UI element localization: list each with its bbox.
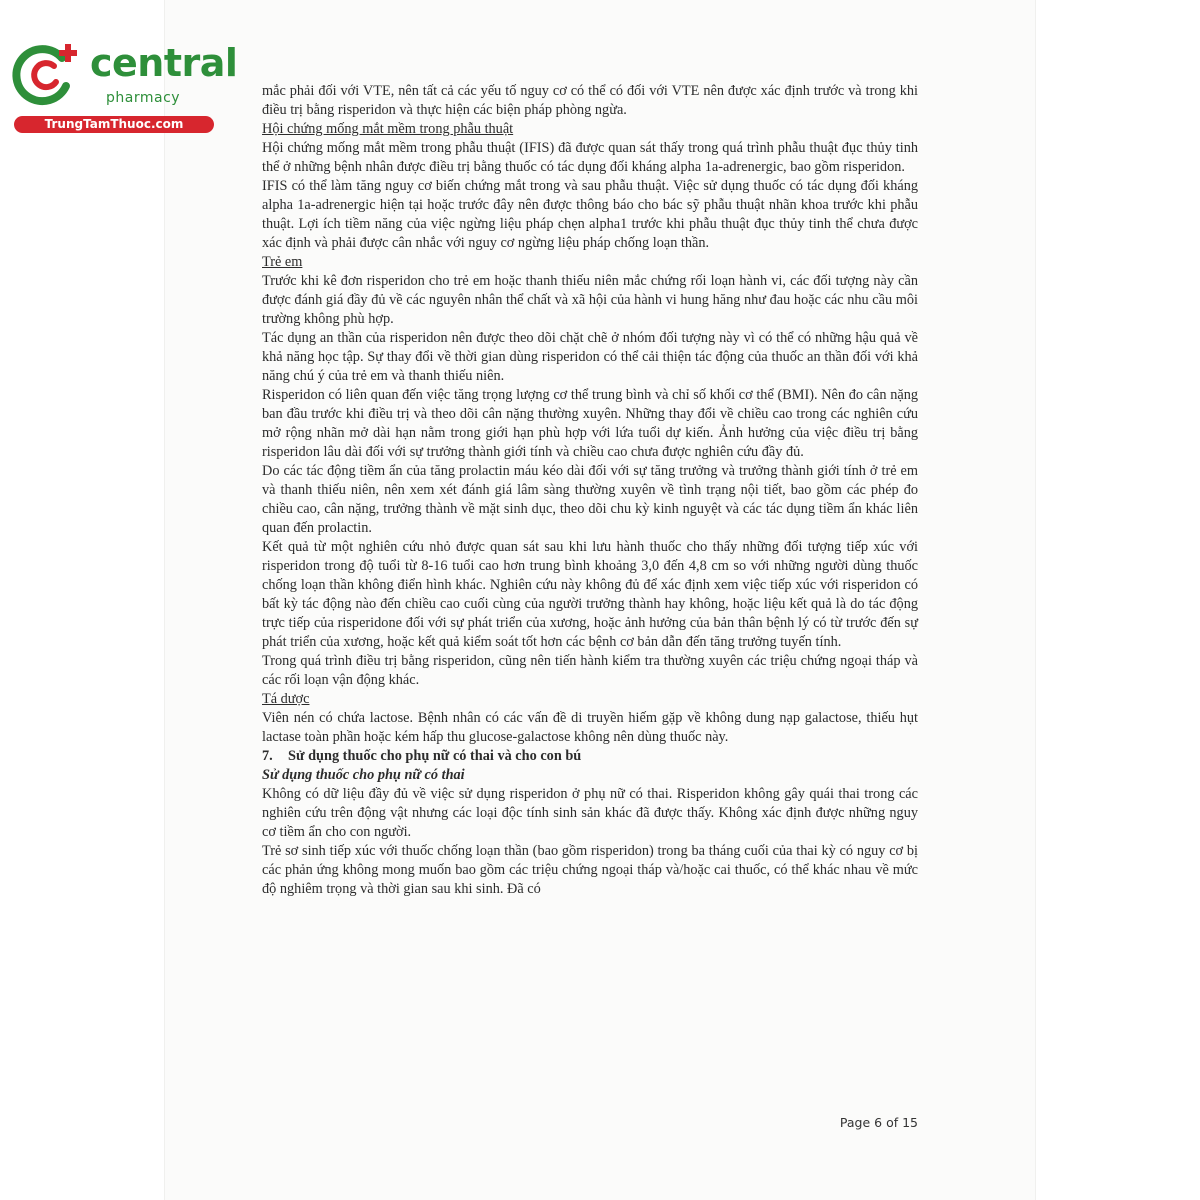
paragraph-ifis-1: Hội chứng mống mắt mềm trong phẫu thuật (IFIS) đã được quan sát thấy trong quá trình phẫu thuật đục thủy tinh thể ở những bệnh nhân được điều trị bằng thuốc có tác dụng đối kháng alpha 1a-adrenergic, bao gồm risperidon.: [262, 140, 918, 175]
heading-children: Trẻ em: [262, 254, 303, 270]
heading-pregnancy: Sử dụng thuốc cho phụ nữ có thai: [262, 767, 465, 783]
paragraph-excipients: Viên nén có chứa lactose. Bệnh nhân có các vấn đề di truyền hiếm gặp về không dung nạp galactose, thiếu hụt lactase toàn phần hoặc kém hấp thu glucose-galactose không nên dùng thuốc này.: [262, 710, 918, 745]
paragraph-children-3: Risperidon có liên quan đến việc tăng trọng lượng cơ thể trung bình và chỉ số khối cơ thể (BMI). Nên đo cân nặng ban đầu trước khi điều trị và theo dõi cân nặng thường xuyên. Những thay đổi về chiều cao trong các nghiên cứu mở rộng nhãn mở dài hạn nằm trong giới hạn phù hợp với lứa tuổi dự kiến. Ảnh hưởng của việc điều trị bằng risperidon lâu dài đối với sự trưởng thành giới tính và chiều cao chưa được nghiên cứu đầy đủ.: [262, 387, 918, 460]
brand-name: central: [90, 41, 238, 85]
paragraph-ifis-2: IFIS có thể làm tăng nguy cơ biến chứng mắt trong và sau phẫu thuật. Việc sử dụng thuốc có tác dụng đối kháng alpha 1a-adrenergic hiện tại hoặc trước đây nên được thông báo cho bác sỹ phẫu thuật nhãn khoa trước khi phẫu thuật. Lợi ích tiềm năng của việc ngừng liệu pháp chẹn alpha1 trước khi phẫu thuật đục thủy tinh thể chưa được xác định và phải được cân nhắc với nguy cơ ngừng liệu pháp chống loạn thần.: [262, 178, 918, 251]
logo-url-bar: [14, 116, 214, 133]
page-number: Page 6 of 15: [839, 1115, 918, 1130]
paragraph-children-6: Trong quá trình điều trị bằng risperidon, cũng nên tiến hành kiểm tra thường xuyên các triệu chứng ngoại tháp và các rối loạn vận động khác.: [262, 653, 918, 688]
paragraph-children-2: Tác dụng an thần của risperidon nên được theo dõi chặt chẽ ở nhóm đối tượng này vì có thể có những hậu quả về khả năng học tập. Sự thay đổi về thời gian dùng risperidon có thể cải thiện tác động của thuốc an thần đối với khả năng chú ý của trẻ em và thanh thiếu niên.: [262, 330, 918, 384]
paragraph-pregnancy-2: Trẻ sơ sinh tiếp xúc với thuốc chống loạn thần (bao gồm risperidon) trong ba tháng cuối của thai kỳ có nguy cơ bị các phản ứng không mong muốn bao gồm các triệu chứng ngoại tháp và/hoặc cai thuốc, có thể khác nhau về mức độ nghiêm trọng và thời gian sau khi sinh. Đã có: [262, 843, 918, 897]
paragraph-children-1: Trước khi kê đơn risperidon cho trẻ em hoặc thanh thiếu niên mắc chứng rối loạn hành vi, các đối tượng này cần được đánh giá đầy đủ về các nguyên nhân thể chất và xã hội của hành vi hung hăng như đau hoặc các nhu cầu môi trường không phù hợp.: [262, 273, 918, 327]
section-7-heading: [262, 747, 918, 766]
paragraph-vte: mắc phải đối với VTE, nên tất cả các yếu tố nguy cơ có thể có đối với VTE nên được xác định trước và trong khi điều trị bằng risperidon và thực hiện các biện pháp phòng ngừa.: [262, 83, 918, 118]
pharmacy-cross-icon: [10, 38, 82, 110]
section-7-number: 7.: [262, 748, 273, 764]
central-pharmacy-logo[interactable]: [10, 38, 238, 138]
paragraph-pregnancy-1: Không có dữ liệu đầy đủ về việc sử dụng risperidon ở phụ nữ có thai. Risperidon không gây quái thai trong các nghiên cứu trên động vật nhưng các loại độc tính sinh sản khác đã được thấy. Không xác định được những nguy cơ tiềm ẩn cho con người.: [262, 786, 918, 840]
paragraph-children-5: Kết quả từ một nghiên cứu nhỏ được quan sát sau khi lưu hành thuốc cho thấy những đối tượng tiếp xúc với risperidon trong độ tuổi từ 8-16 tuổi cao hơn trung bình khoảng 3,0 đến 4,8 cm so với những người dùng thuốc chống loạn thần không điển hình khác. Nghiên cứu này không đủ để xác định xem việc tiếp xúc với risperidon có bất kỳ tác động nào đến chiều cao cuối cùng của người trưởng thành hay không, hoặc liệu kết quả là do tác động trực tiếp của risperidone đối với sự phát triển của xương, hoặc ảnh hưởng của bản thân bệnh lý có từ trước đến sự phát triển của xương, hoặc kết quả kiểm soát tốt hơn các bệnh cơ bản dẫn đến tăng trưởng tuyến tính.: [262, 539, 918, 650]
brand-subtitle: pharmacy: [106, 90, 181, 106]
logo-url: TrungTamThuoc.com: [44, 117, 184, 131]
heading-ifis: Hội chứng mống mắt mềm trong phẫu thuật: [262, 121, 514, 137]
heading-excipients: Tá dược: [262, 691, 310, 707]
paragraph-children-4: Do các tác động tiềm ẩn của tăng prolactin máu kéo dài đối với sự tăng trưởng và trưởng thành giới tính ở trẻ em và thanh thiếu niên, nên xem xét đánh giá lâm sàng thường xuyên về tình trạng nội tiết, bao gồm các phép đo chiều cao, cân nặng, trưởng thành về mặt sinh dục, theo dõi chu kỳ kinh nguyệt và các tác dụng tiềm ẩn khác liên quan đến prolactin.: [262, 463, 918, 536]
document-body: [262, 82, 918, 899]
section-7-title: Sử dụng thuốc cho phụ nữ có thai và cho con bú: [288, 748, 582, 764]
